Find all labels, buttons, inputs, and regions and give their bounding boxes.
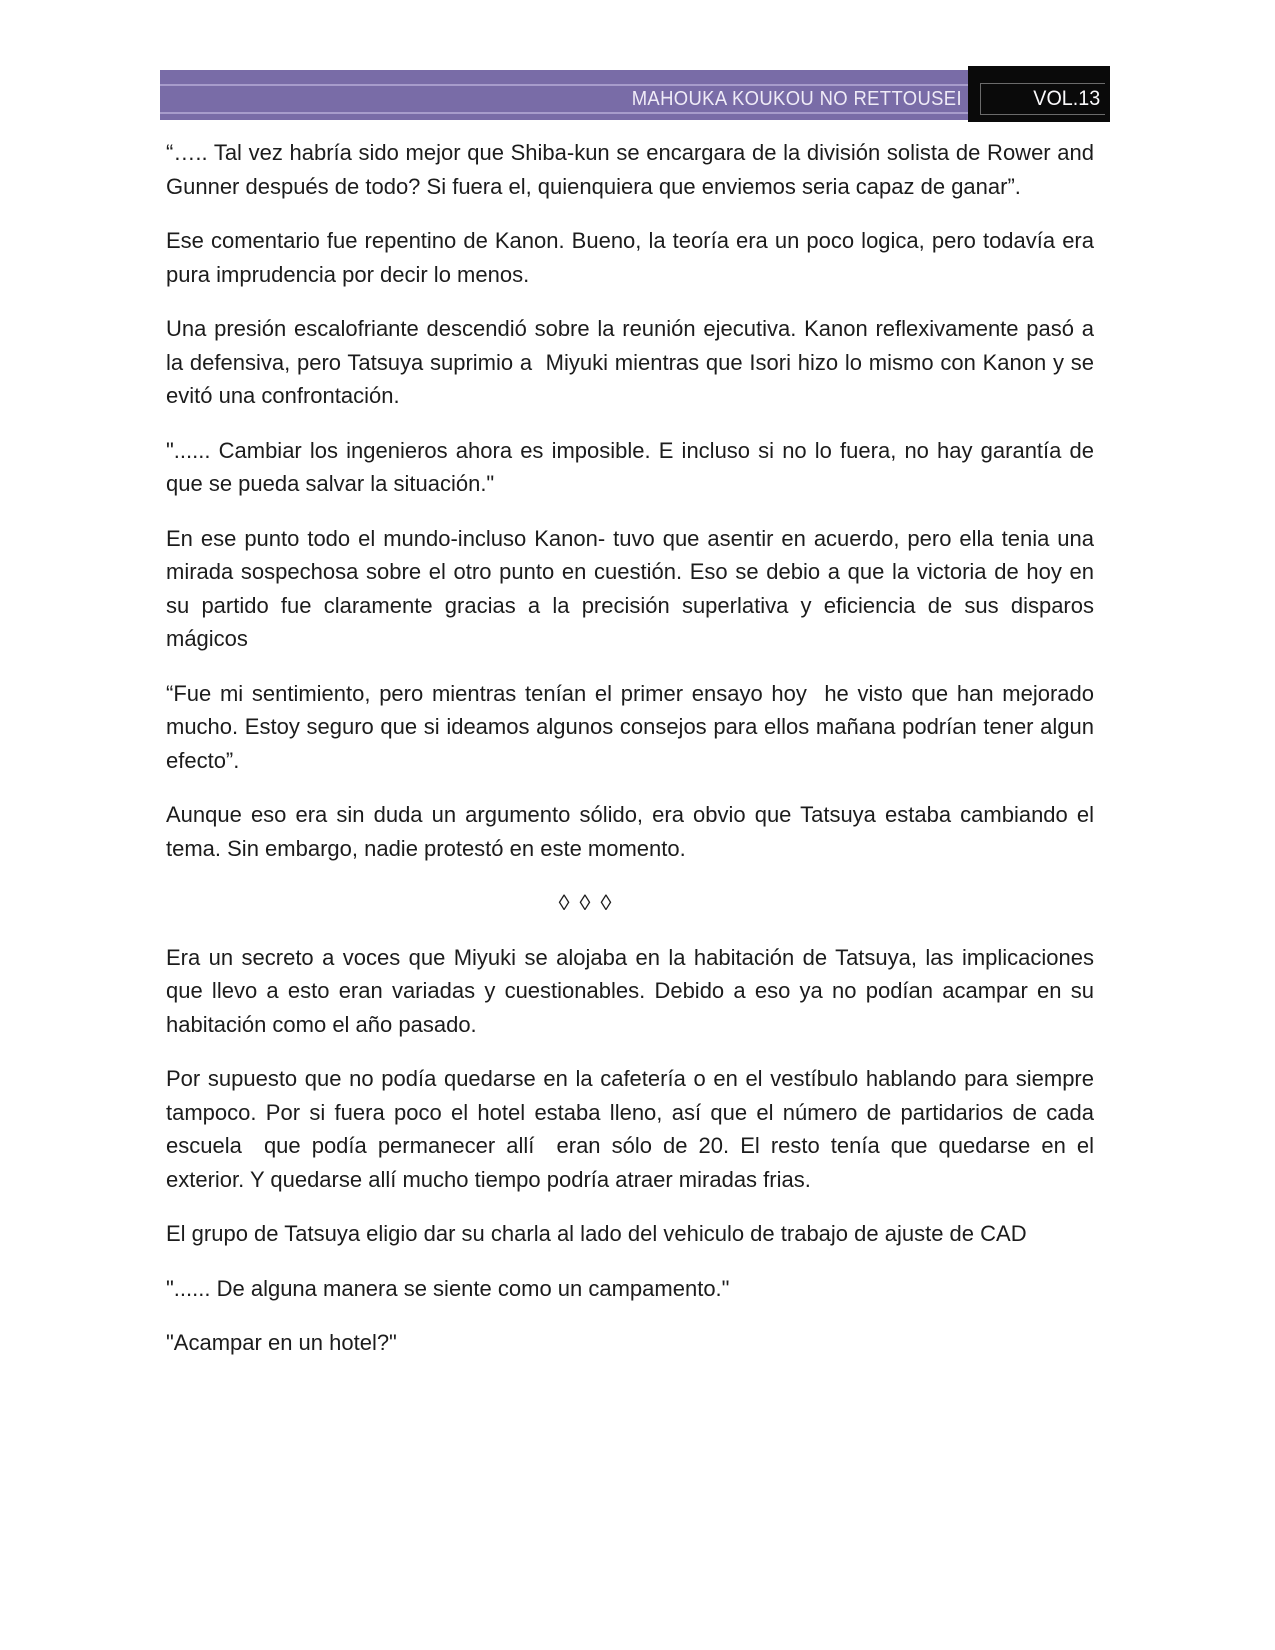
paragraph: “Fue mi sentimiento, pero mientras tenían el primer ensayo hoy he visto que han mejorado mucho. Estoy seguro que si ideamos algunos consejos para ellos mañana podrían tener algun efecto”. bbox=[166, 680, 1101, 773]
paragraph: Ese comentario fue repentino de Kanon. Bueno, la teoría era un poco logica, pero todavía era pura imprudencia por decir lo menos. bbox=[166, 228, 1101, 287]
paragraph: Era un secreto a voces que Miyuki se alojaba en la habitación de Tatsuya, las implicaciones que llevo a esto eran variadas y cuestionables. Debido a eso ya no podían acampar en su habitación como el año pasado. bbox=[166, 944, 1101, 1037]
volume-badge-bottom-rule bbox=[980, 114, 1105, 115]
paragraph: Una presión escalofriante descendió sobre la reunión ejecutiva. Kanon reflexivamente pasó a la defensiva, pero Tatsuya suprimio a Miyuki mientras que Isori hizo lo mismo con Kanon y se evitó una confrontación. bbox=[166, 316, 1101, 408]
page-body-text bbox=[166, 136, 1101, 1381]
paragraph: Aunque eso era sin duda un argumento sólido, era obvio que Tatsuya estaba cambiando el tema. Sin embargo, nadie protestó en este momento. bbox=[166, 802, 1101, 861]
paragraph: Por supuesto que no podía quedarse en la cafetería o en el vestíbulo hablando para siempre tampoco. Por si fuera poco el hotel estaba lleno, así que el número de partidarios de cada escuela que podía permanecer allí eran sólo de 20. El resto tenía que quedarse en el exterior. Y quedarse allí mucho tiempo podría atraer miradas frias. bbox=[166, 1066, 1101, 1192]
volume-badge-left-rule bbox=[980, 83, 981, 114]
paragraph: “….. Tal vez habría sido mejor que Shiba-kun se encargara de la división solista de Rower and Gunner después de todo? Si fuera el, quienquiera que enviemos seria capaz de ganar”. bbox=[166, 140, 1101, 199]
header-title: MAHOUKA KOUKOU NO RETTOUSEI bbox=[631, 87, 962, 110]
paragraph: "...... Cambiar los ingenieros ahora es imposible. E incluso si no lo fuera, no hay garantía de que se pueda salvar la situación." bbox=[166, 437, 1101, 496]
scene-separator: ◊ ◊ ◊ bbox=[558, 890, 614, 915]
paragraph: "...... De alguna manera se siente como un campamento." bbox=[166, 1275, 730, 1301]
header-band bbox=[160, 70, 968, 120]
paragraph: En ese punto todo el mundo-incluso Kanon- tuvo que asentir en acuerdo, pero ella tenia una mirada sospechosa sobre el otro punto en cuestión. Eso se debio a que la victoria de hoy en su partido fue claramente gracias a la precisión superlativa y eficiencia de sus disparos mágicos bbox=[166, 525, 1101, 651]
volume-label: VOL.13 bbox=[1033, 86, 1100, 110]
paragraph: "Acampar en un hotel?" bbox=[166, 1330, 397, 1355]
paragraph: El grupo de Tatsuya eligio dar su charla al lado del vehiculo de trabajo de ajuste de CAD bbox=[166, 1221, 1027, 1246]
volume-badge bbox=[968, 66, 1110, 122]
